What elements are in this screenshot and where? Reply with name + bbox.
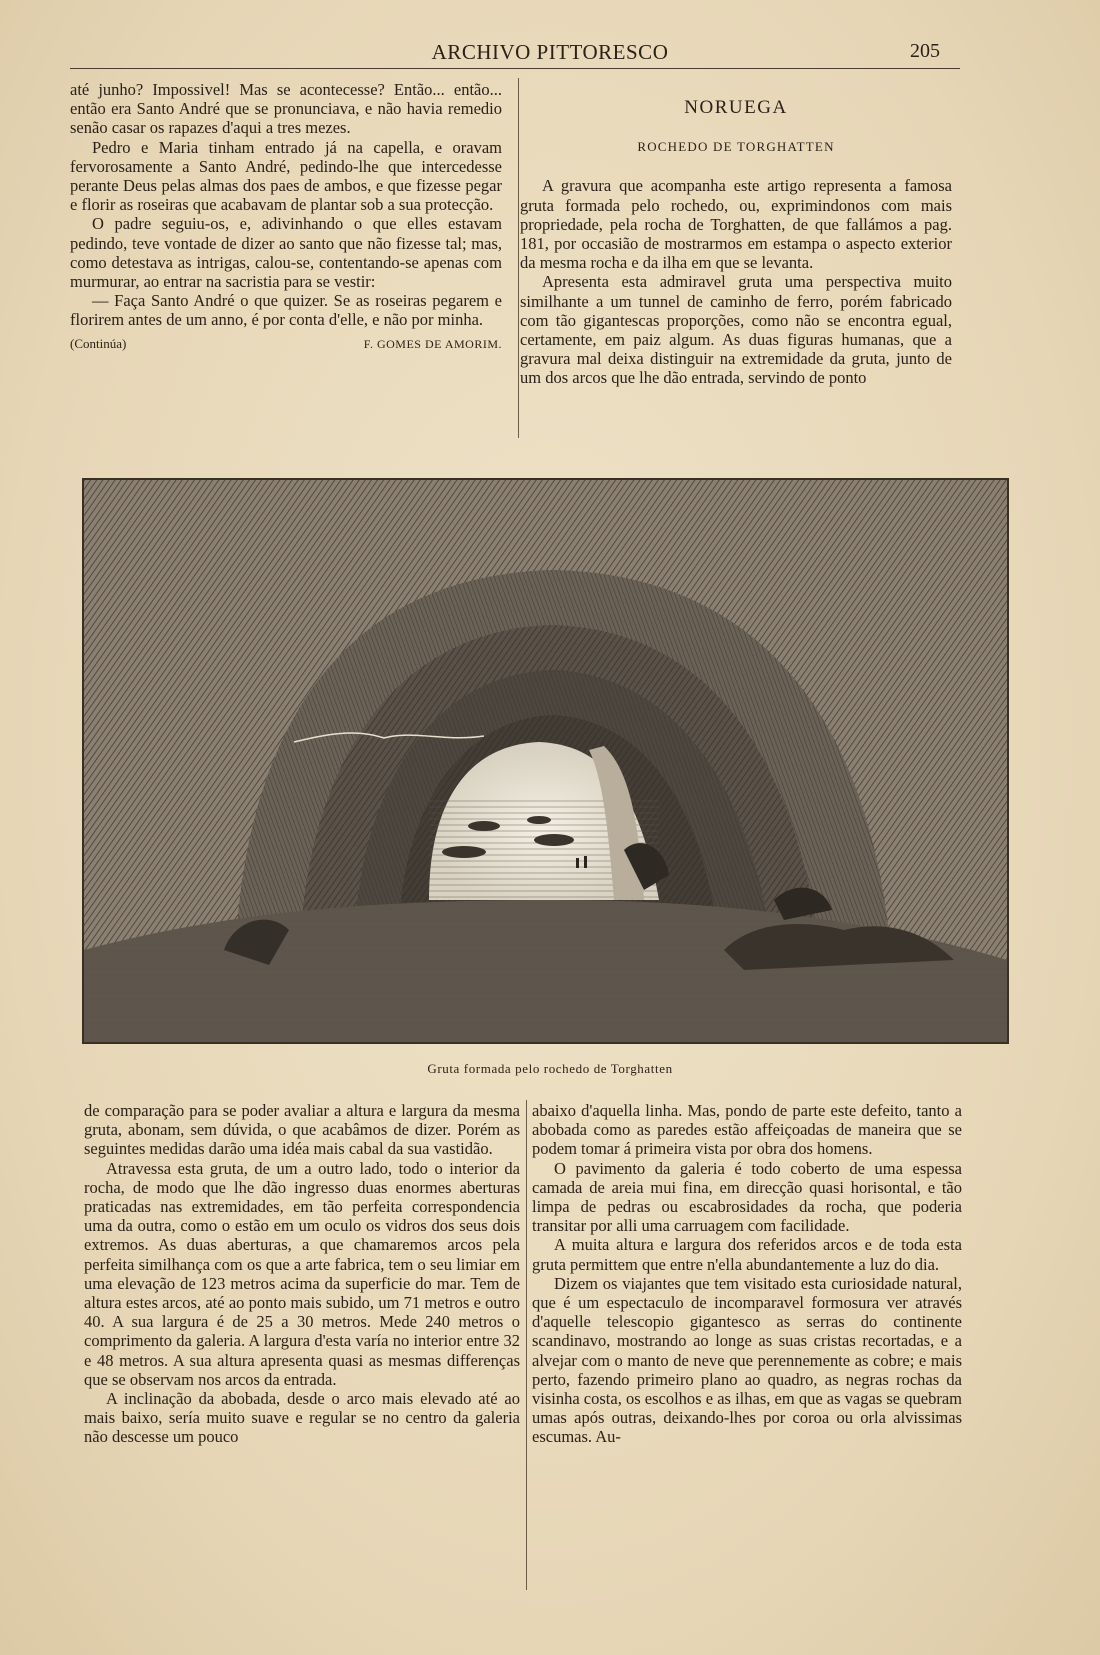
cave-illustration (84, 480, 1007, 1042)
header-rule (70, 68, 960, 69)
author-signature: F. GOMES DE AMORIM. (363, 336, 502, 351)
paragraph: Apresenta esta admiravel gruta uma perspectiva muito similhante a um tunnel de caminho de ferro, porém fabricado com tão gigantescas proporções, como não se encontra egual, certamente, em paiz algum. As duas figuras humanas, que a gravura mal deixa distinguir na extremidade da gruta, junto de um dos arcos que lhe dão entrada, servindo de ponto (520, 272, 952, 388)
section-title: NORUEGA (684, 97, 788, 118)
page-header-title: ARCHIVO PITTORESCO (431, 40, 669, 64)
paragraph: Dizem os viajantes que tem visitado esta curiosidade natural, que é um espectaculo de incomparavel formosura ver através d'aquelle telescopio gigantesco as serras do continente scandinavo, mostrando ao longe as suas cristas recortadas, e a alvejar com o manto de neve que perennemente as cobre; e mais perto, fazendo primeiro plano ao quadro, as negras rochas da visinha costa, os escolhos e as ilhas, em que as vagas se quebram umas após outras, deixando-lhes por coroa ou orla alvissimas escumas. Au- (532, 1273, 962, 1447)
section-subtitle: ROCHEDO DE TORGHATTEN (637, 139, 835, 155)
column-divider-top (518, 78, 519, 438)
paragraph: A inclinação da abobada, desde o arco mais elevado até ao mais baixo, sería muito suave e regular se no centro da galeria não descesse um pouco (84, 1389, 520, 1447)
byline (70, 336, 502, 352)
continua-label: (Continúa) (70, 335, 127, 351)
figure-caption: Gruta formada pelo rochedo de Torghatten (427, 1061, 673, 1076)
left-bottom-column (84, 1101, 520, 1447)
paragraph: A muita altura e largura dos referidos arcos e de toda esta gruta permittem que entre n'ella abundantemente a luz do dia. (532, 1235, 962, 1274)
paragraph: de comparação para se poder avaliar a altura e largura da mesma gruta, abonam, sem dúvida, o que acabâmos de dizer. Porém as seguintes medidas darão uma idéa mais cabal da sua vastidão. (84, 1101, 520, 1159)
right-top-column (520, 92, 952, 388)
paragraph: O padre seguiu-os, e, adivinhando o que elles estavam pedindo, teve vontade de dizer ao santo que não fizesse tal; mas, como detestava as intrigas, calou-se, contentando-se apenas com murmurar, ao entrar na sacristia para se vestir: (70, 214, 502, 292)
left-top-column (70, 80, 502, 352)
paragraph: O pavimento da galeria é todo coberto de uma espessa camada de areia mui fina, em direcção quasi horisontal, e tão limpa de pedras ou escabrosidades da rocha, que poderia transitar por alli uma carruagem com facilidade. (532, 1158, 962, 1236)
paragraph: Atravessa esta gruta, de um a outro lado, todo o interior da rocha, de modo que lhe dão ingresso duas enormes aberturas praticadas nas extremidades, em tão perfeita correspondencia uma da outra, como o estão em um oculo os vidros dos seus dois extremos. As duas aberturas, a que chamaremos arcos pela perfeita similhança com os que a arte fabrica, tem o seu limiar em uma elevação de 123 metros acima da superficie do mar. Tem de altura estes arcos, até ao ponto mais subido, um 71 metros e outro 40. A sua largura é de 25 a 30 metros. Mede 240 metros o comprimento da galeria. A largura d'esta varía no interior entre 32 e 48 metros. A sua altura apresenta quasi as mesmas differenças que se observam nos arcos da entrada. (84, 1158, 520, 1389)
page-number: 205 (910, 40, 940, 62)
cave-engraving (82, 478, 1009, 1044)
column-divider-bottom (526, 1100, 527, 1590)
paragraph: A gravura que acompanha este artigo representa a famosa gruta formada pelo rochedo, ou, exprimindonos com mais propriedade, pela rocha de Torghatten, de que fallámos a pag. 181, por occasião de mostrarmos em estampa o aspecto exterior da mesma rocha e da ilha em que se levanta. (520, 176, 952, 273)
paragraph: — Faça Santo André o que quizer. Se as roseiras pegarem e florirem antes de um anno, é por conta d'elle, e não por minha. (70, 291, 502, 330)
paragraph: Pedro e Maria tinham entrado já na capella, e oravam fervorosamente a Santo André, pedindo-lhe que intercedesse perante Deus pelas almas dos paes de ambos, e que fizesse pegar e florir as roseiras que acabavam de plantar sob a sua protecção. (70, 137, 502, 215)
right-bottom-column (532, 1101, 962, 1447)
paragraph: até junho? Impossivel! Mas se acontecesse? Então... então... então era Santo André que se pronunciava, e não havia remedio senão casar os rapazes d'aqui a tres mezes. (70, 80, 502, 138)
paragraph: abaixo d'aquella linha. Mas, pondo de parte este defeito, tanto a abobada como as paredes estão affeiçoadas de maneira que se podem tomar á primeira vista por obra dos homens. (532, 1101, 962, 1159)
